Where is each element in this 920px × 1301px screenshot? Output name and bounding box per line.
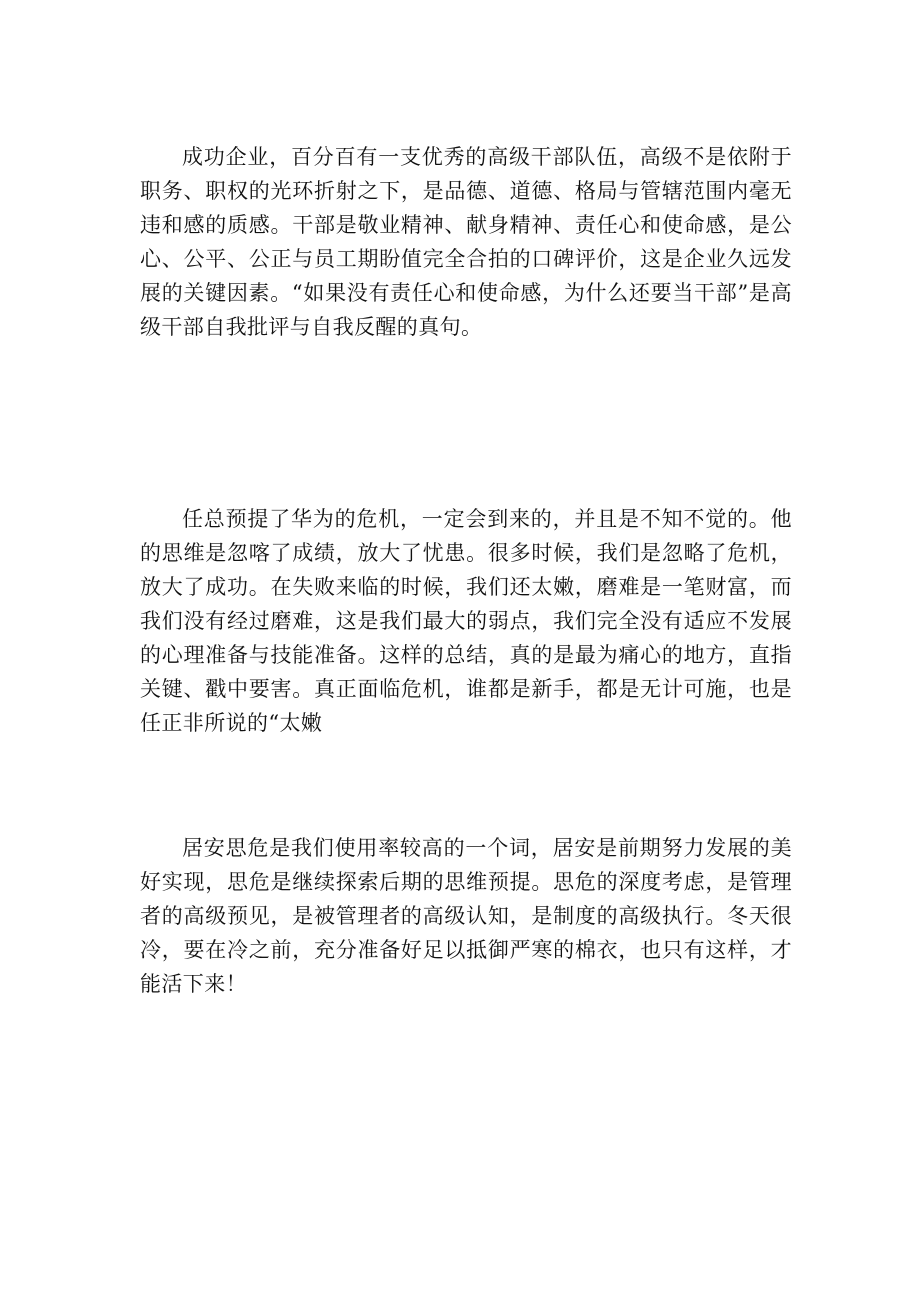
paragraph-1: 成功企业，百分百有一支优秀的高级干部队伍，高级不是依附于职务、职权的光环折射之下，是品德、道德、格局与管辖范围内毫无违和感的质感。干部是敬业精神、献身精神、责任心和使命感，是公心、公平、公正与员工期盼值完全合拍的口碑评价，这是企业久远发展的关键因素。“如果没有责任心和使命感，为什么还要当干部”是高级干部自我批评与自我反醒的真句。 [140, 145, 792, 339]
paragraph-2: 任总预提了华为的危机，一定会到来的，并且是不知不觉的。他的思维是忽喀了成绩，放大了忧患。很多时候，我们是忽略了危机，放大了成功。在失败来临的时候，我们还太嫩，磨难是一笔财富，而我们没有经过磨难，这是我们最大的弱点，我们完全没有适应不发展的心理准备与技能准备。这样的总结，真的是最为痛心的地方，直指关键、戳中要害。真正面临危机，谁都是新手，都是无计可施，也是任正非所说的“太嫩 [140, 507, 792, 735]
paragraph-3: 居安思危是我们使用率较高的一个词，居安是前期努力发展的美好实现，思危是继续探索后期的思维预提。思危的深度考虑，是管理者的高级预见，是被管理者的高级认知，是制度的高级执行。冬天很冷，要在冷之前，充分准备好足以抵御严寒的棉衣，也只有这样，才能活下来！ [140, 836, 792, 996]
